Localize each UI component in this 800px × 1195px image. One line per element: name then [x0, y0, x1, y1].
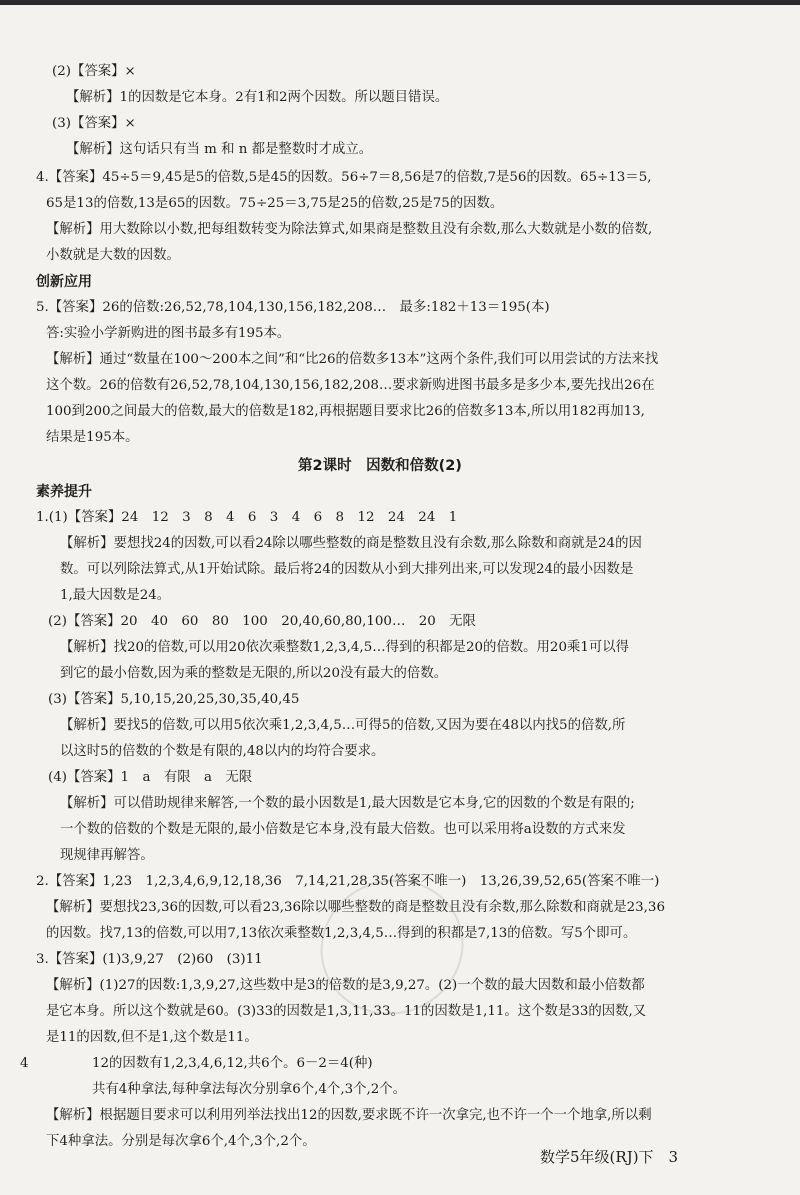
text-line: (4)【答案】1 a 有限 a 无限 [48, 770, 253, 785]
text-line: 5.【答案】26的倍数:26,52,78,104,130,156,182,208… 最多:182＋13＝195(本) [36, 300, 550, 315]
text-line: 1,最大因数是24。 [60, 588, 171, 603]
text-line: 是它本身。所以这个数就是60。(3)33的因数是1,3,11,33。11的因数是1,11。这个数是33的因数,又 [46, 1004, 647, 1019]
text-line: (2)【答案】× [52, 64, 136, 79]
text-line: 【解析】根据题目要求可以利用列举法找出12的因数,要求既不许一次拿完,也不许一个一个地拿,所以剩 [46, 1108, 652, 1123]
text-line: 4.【答案】45÷5＝9,45是5的倍数,5是45的因数。56÷7＝8,56是7的倍数,7是56的因数。65÷13＝5, [36, 170, 652, 185]
text-line: 2.【答案】1,23 1,2,3,4,6,9,12,18,36 7,14,21,28,35(答案不唯一) 13,26,39,52,65(答案不唯一) [36, 874, 660, 889]
text-line: 共有4种拿法,每种拿法每次分别拿6个,4个,3个,2个。 [92, 1082, 407, 1097]
text-line: 【解析】要想找24的因数,可以看24除以哪些整数的商是整数且没有余数,那么除数和商就是24的因 [60, 536, 642, 551]
text-line: 的因数。找7,13的倍数,可以用7,13依次乘整数1,2,3,4,5…得到的积都是7,13的倍数。写5个即可。 [46, 926, 637, 941]
text-line: (3)【答案】5,10,15,20,25,30,35,40,45 [48, 692, 300, 707]
text-line: 3.【答案】(1)3,9,27 (2)60 (3)11 [36, 952, 263, 967]
text-line: 数。可以列除法算式,从1开始试除。最后将24的因数从小到大排列出来,可以发现24的最小因数是 [60, 562, 634, 577]
text-line: 这个数。26的倍数有26,52,78,104,130,156,182,208…要求新购进图书最多是多少本,要先找出26在 [46, 378, 655, 393]
page-footer: 数学5年级(RJ)下 3 [540, 1148, 679, 1166]
text-line: 【解析】这句话只有当 m 和 n 都是整数时才成立。 [66, 142, 373, 157]
text-line: 【解析】用大数除以小数,把每组数转变为除法算式,如果商是整数且没有余数,那么大数就是小数的倍数, [46, 222, 653, 237]
lesson-title: 第2课时 因数和倍数(2) [298, 458, 462, 474]
text-line: 小数就是大数的因数。 [46, 248, 180, 263]
text-line: 到它的最小倍数,因为乘的整数是无限的,所以20没有最大的倍数。 [60, 666, 448, 681]
text-line: 是11的因数,但不是1,这个数是11。 [46, 1030, 258, 1045]
section-heading: 素养提升 [36, 484, 92, 500]
text-line: 一个数的倍数的个数是无限的,最小倍数是它本身,没有最大倍数。也可以采用将a设数的方式来发 [60, 822, 626, 837]
text-line: 65是13的倍数,13是65的因数。75÷25＝3,75是25的倍数,25是75的因数。 [46, 196, 504, 211]
text-line: 【解析】要找5的倍数,可以用5依次乘1,2,3,4,5…可得5的倍数,又因为要在48以内找5的倍数,所 [60, 718, 626, 733]
text-line: 【解析】通过“数量在100～200本之间”和“比26的倍数多13本”这两个条件,我们可以用尝试的方法来找 [46, 352, 659, 367]
text-line: 下4种拿法。分别是每次拿6个,4个,3个,2个。 [46, 1134, 316, 1149]
text-line: 结果是195本。 [46, 430, 139, 445]
text-line: 【解析】可以借助规律来解答,一个数的最小因数是1,最大因数是它本身,它的因数的个数是有限的; [60, 796, 635, 811]
text-line: 以这时5的倍数的个数是有限的,48以内的均符合要求。 [60, 744, 385, 759]
text-line: 答:实验小学新购进的图书最多有195本。 [46, 326, 291, 341]
top-edge [0, 0, 800, 5]
text-line: 【解析】1的因数是它本身。2有1和2两个因数。所以题目错误。 [66, 90, 449, 105]
text-line: 【解析】要想找23,36的因数,可以看23,36除以哪些整数的商是整数且没有余数,那么除数和商就是23,36 [46, 900, 665, 915]
text-line: 【解析】(1)27的因数:1,3,9,27,这些数中是3的倍数的是3,9,27。(2)一个数的最大因数和最小倍数都 [46, 978, 645, 993]
text-line: 1.(1)【答案】24 12 3 8 4 6 3 4 6 8 12 24 24 1 [36, 510, 458, 525]
text-line: 【解析】找20的倍数,可以用20依次乘整数1,2,3,4,5…得到的积都是20的倍数。用20乘1可以得 [60, 640, 630, 655]
section-heading: 创新应用 [36, 274, 92, 290]
text-line: 100到200之间最大的倍数,最大的倍数是182,再根据题目要求比26的倍数多13本,所以用182再加13, [46, 404, 645, 419]
text-line: (3)【答案】× [52, 116, 136, 131]
text-line: 12的因数有1,2,3,4,6,12,共6个。6－2＝4(种) [92, 1056, 373, 1071]
text-line: (2)【答案】20 40 60 80 100 20,40,60,80,100… 20 无限 [48, 614, 476, 629]
text-line: 4 [20, 1056, 29, 1071]
text-line: 现规律再解答。 [60, 848, 154, 863]
